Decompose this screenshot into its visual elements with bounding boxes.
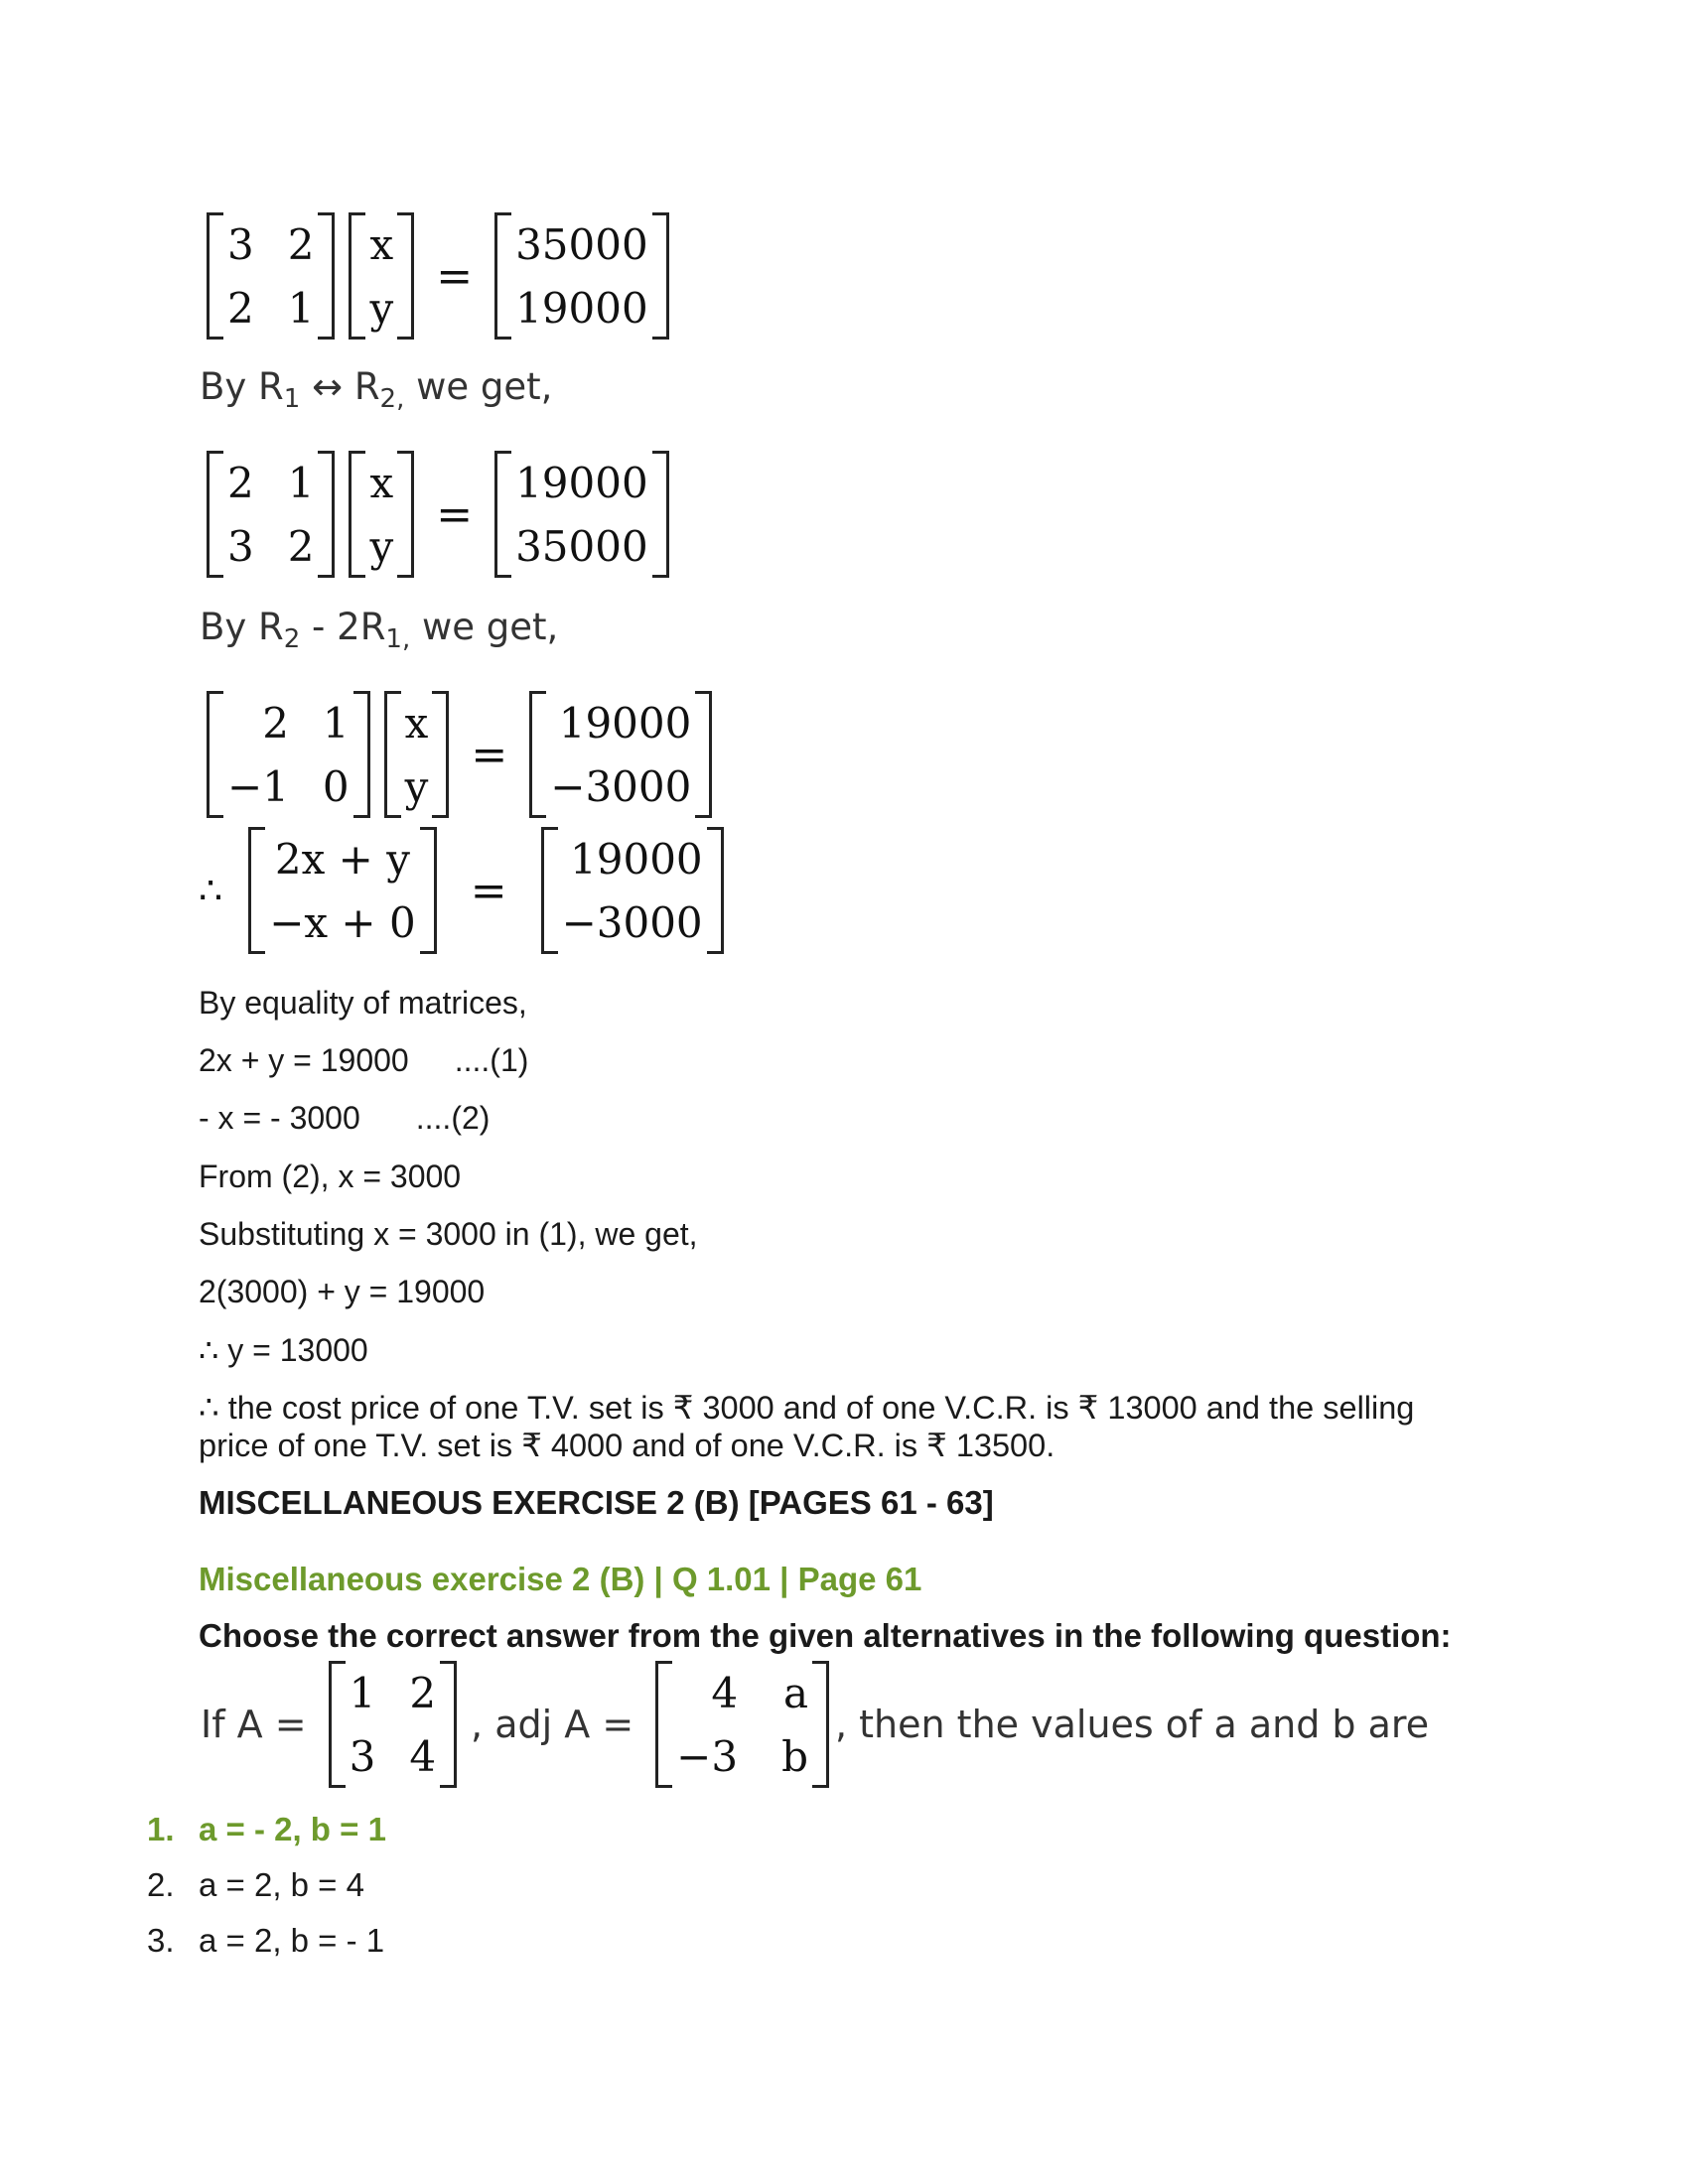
text-line-from-2: From (2), x = 3000 xyxy=(199,1159,462,1194)
matrix-adj-a: 4 a −3 b xyxy=(655,1661,829,1788)
matrix-equation-4 xyxy=(199,827,724,954)
matrix-equation-1 xyxy=(207,212,669,340)
row-operation-step-2: By $R_2 - 2R_{1,}$ we get, xyxy=(200,606,559,654)
text-line-y-value: ∴ y = 13000 xyxy=(199,1332,368,1368)
constant-matrix: 19000 −3000 xyxy=(541,827,724,954)
matrix-equation-2 xyxy=(207,451,669,578)
variable-matrix: x y xyxy=(349,451,414,578)
conclusion-line-1: ∴ the cost price of one T.V. set is ₹ 3000 and of one V.C.R. is ₹ 13000 and the selling xyxy=(199,1390,1415,1426)
text-line-substituting: Substituting x = 3000 in (1), we get, xyxy=(199,1216,698,1252)
variable-matrix: x y xyxy=(384,691,450,818)
constant-matrix: 35000 19000 xyxy=(494,212,669,340)
text-line-equality: By equality of matrices, xyxy=(199,985,527,1021)
result-matrix: 2x + y −x + 0 xyxy=(248,827,437,954)
constant-matrix: 19000 35000 xyxy=(494,451,669,578)
equals-sign: = xyxy=(470,865,507,916)
option-3[interactable]: 3. a = 2, b = - 1 xyxy=(147,1922,385,1959)
question-statement: If A = 1 2 3 4 , adj A = 4 a −3 b , then the values of a and b are xyxy=(201,1661,1429,1788)
row-operation-step-1: By $R_1$ ↔ $R_{2,}$ we get, xyxy=(200,365,553,414)
conclusion-line-2: price of one T.V. set is ₹ 4000 and of one V.C.R. is ₹ 13500. xyxy=(199,1428,1055,1463)
matrix-a: 1 2 3 4 xyxy=(329,1661,457,1788)
equation-1: 2x + y = 19000 ....(1) xyxy=(199,1042,529,1078)
therefore-symbol: ∴ xyxy=(199,869,223,912)
option-2[interactable]: 2. a = 2, b = 4 xyxy=(147,1866,364,1903)
equation-2: - x = - 3000 ....(2) xyxy=(199,1100,491,1136)
equals-sign: = xyxy=(436,488,474,540)
question-reference-link[interactable]: Miscellaneous exercise 2 (B) | Q 1.01 | Page 61 xyxy=(199,1561,922,1597)
constant-matrix: 19000 −3000 xyxy=(529,691,712,818)
matrix-equation-3 xyxy=(207,691,712,818)
equals-sign: = xyxy=(436,250,474,302)
variable-matrix: x y xyxy=(349,212,414,340)
text-line-substitution-result: 2(3000) + y = 19000 xyxy=(199,1274,486,1309)
equals-sign: = xyxy=(471,729,508,780)
section-heading: MISCELLANEOUS EXERCISE 2 (B) [PAGES 61 - 63] xyxy=(199,1484,994,1521)
coefficient-matrix: 2 1 3 2 xyxy=(207,451,335,578)
option-1-correct[interactable]: 1. a = - 2, b = 1 xyxy=(147,1811,386,1847)
question-instruction: Choose the correct answer from the given alternatives in the following question: xyxy=(199,1617,1452,1654)
coefficient-matrix: 2 1 −1 0 xyxy=(207,691,370,818)
coefficient-matrix: 3 2 2 1 xyxy=(207,212,335,340)
